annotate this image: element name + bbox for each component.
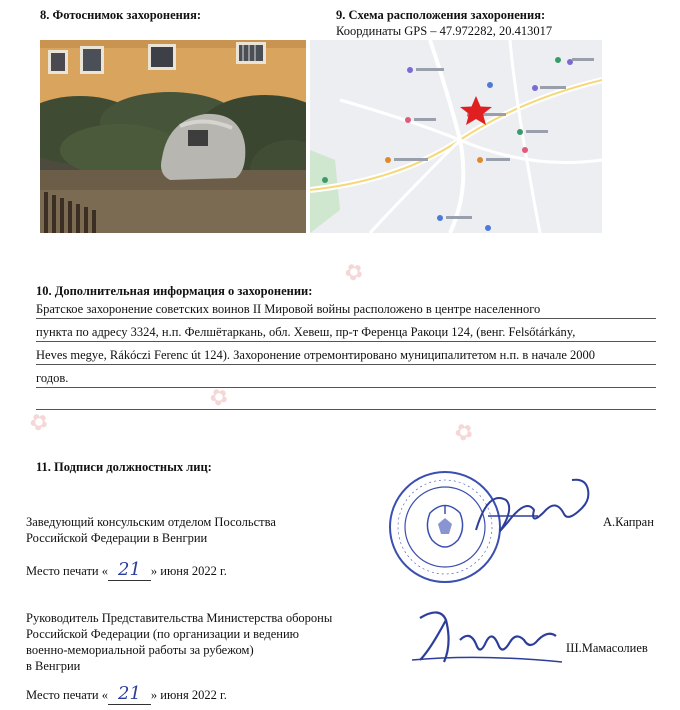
watermark: ✿ bbox=[450, 416, 480, 449]
signer1-name: А.Капран bbox=[603, 515, 654, 529]
section10-line: годов. bbox=[36, 371, 69, 385]
signer1-stamp-date: Место печати « 21 » июня 2022 г. bbox=[26, 559, 227, 580]
watermark: ✿ bbox=[340, 256, 370, 289]
section10-line: Heves megye, Rákóczi Ferenc út 124). Захоронение отремонтировано муниципалитетом н.п. в начале 2000 bbox=[36, 348, 596, 362]
section9-heading: 9. Схема расположения захоронения: bbox=[336, 8, 546, 22]
section10-line: пункта по адресу 3324, н.п. Фелшётаркань, обл. Хевеш, пр-т Ференца Ракоци 124, (венг. Felsőtárkány, bbox=[36, 325, 576, 339]
signer2-stamp-date: Место печати « 21 » июня 2022 г. bbox=[26, 683, 227, 704]
burial-photo bbox=[40, 40, 306, 233]
section10-line: Братское захоронение советских воинов II Мировой войны расположено в центре населенного bbox=[36, 302, 541, 316]
section8-heading: 8. Фотоснимок захоронения: bbox=[40, 8, 202, 22]
location-map bbox=[310, 40, 602, 233]
ruled-line bbox=[36, 341, 656, 342]
gps-coordinates: Координаты GPS – 47.972282, 20.413017 bbox=[336, 24, 553, 38]
signer1-title: Заведующий консульским отделом Посольства Российской Федерации в Венгрии bbox=[26, 515, 276, 545]
signer2-title: Руководитель Представительства Министерства обороны Российской Федерации (по организации и ведению военно-мемориальной работы за рубежом) в Венгрии bbox=[26, 611, 333, 673]
ruled-line bbox=[36, 318, 656, 319]
watermark: ✿ bbox=[25, 406, 55, 439]
section11-heading: 11. Подписи должностных лиц: bbox=[36, 460, 212, 474]
ruled-line bbox=[36, 409, 656, 410]
section10-heading: 10. Дополнительная информация о захоронении: bbox=[36, 284, 313, 298]
watermark: ✿ bbox=[205, 381, 235, 414]
signature-mamasoliev bbox=[400, 600, 570, 680]
ruled-line bbox=[36, 387, 656, 388]
ruled-line bbox=[36, 364, 656, 365]
signature-kapran bbox=[468, 470, 598, 550]
signer2-name: Ш.Мамасолиев bbox=[566, 641, 648, 655]
